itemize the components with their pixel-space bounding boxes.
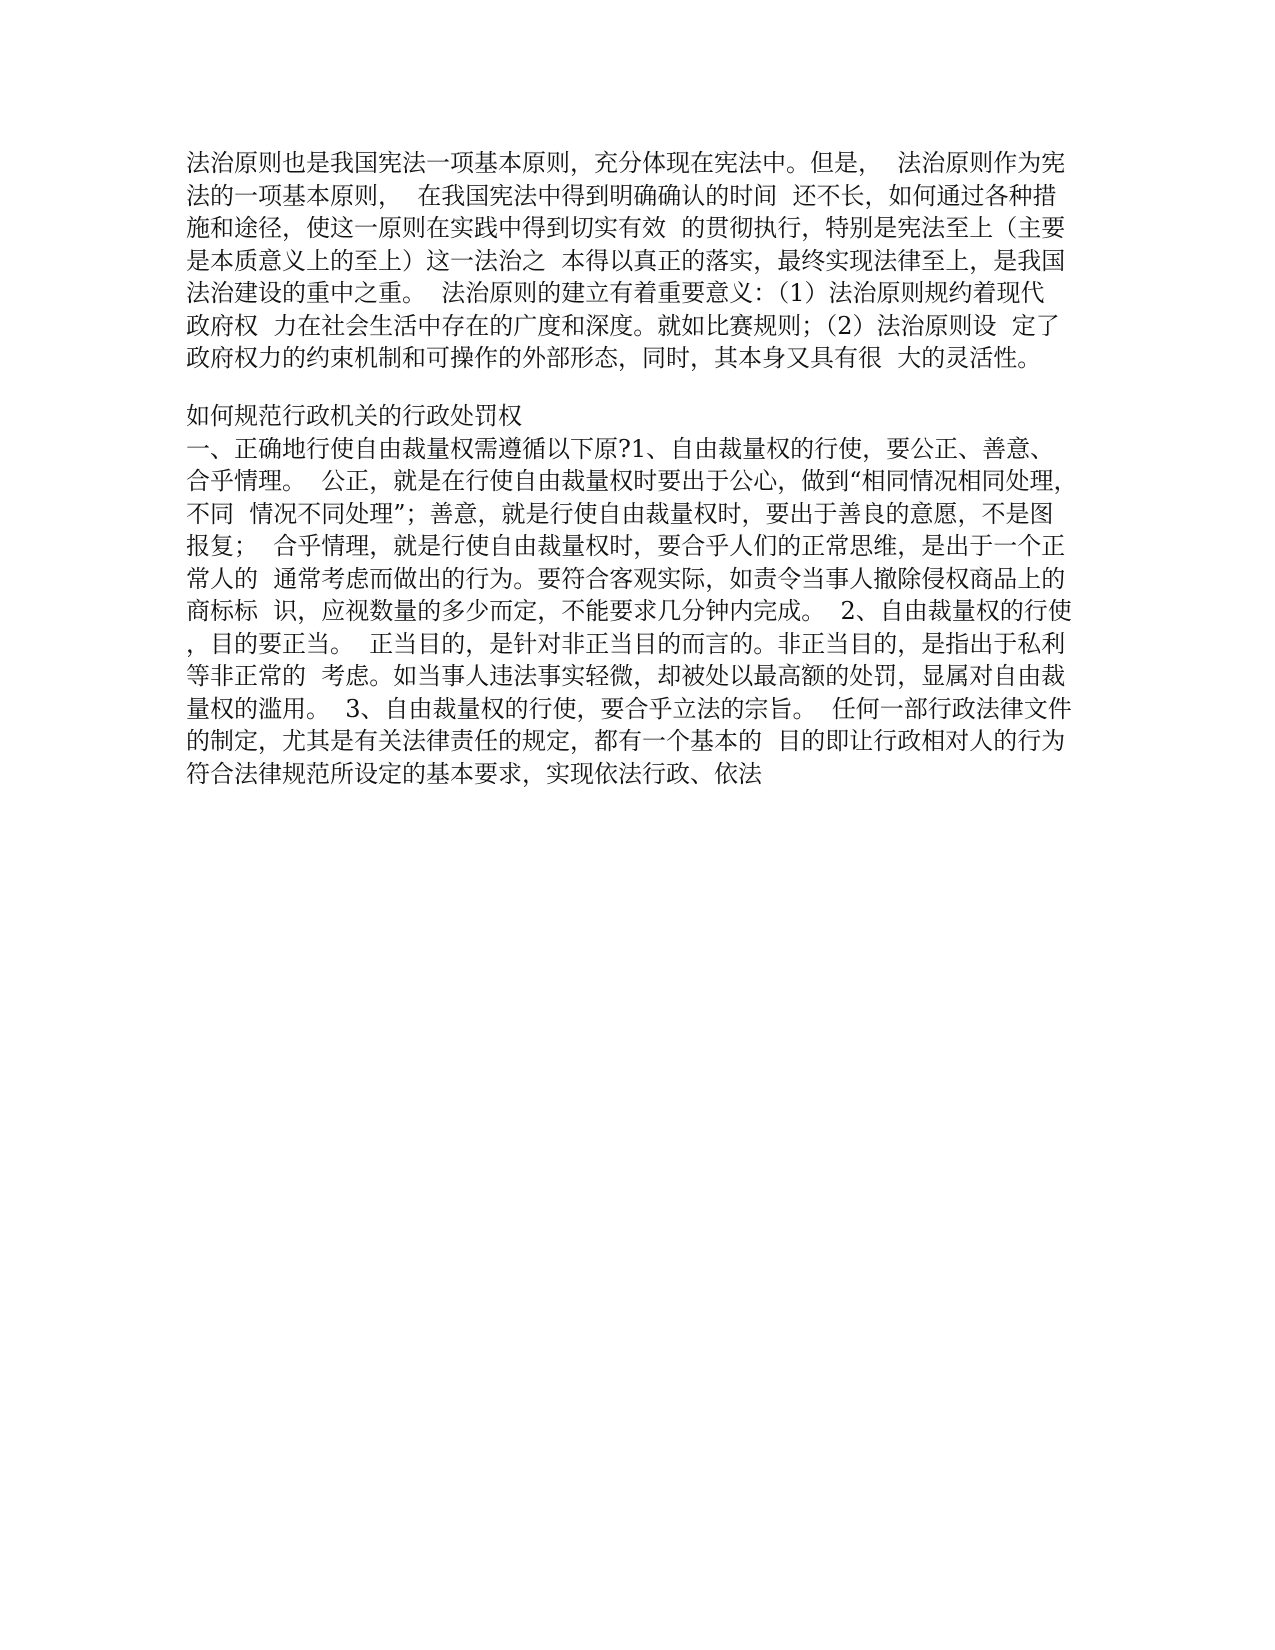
section-administrative-penalty: [186, 400, 1086, 790]
text-line: 常人的 通常考虑而做出的行为。要符合客观实际，如责令当事人撤除侵权商品上的: [186, 564, 1066, 593]
text-line: 政府权力的约束机制和可操作的外部形态，同时，其本身又具有很 大的灵活性。: [186, 344, 1042, 372]
section-heading: 如何规范行政机关的行政处罚权: [186, 402, 522, 430]
text-line: 合乎情理。 公正，就是在行使自由裁量权时要出于公心，做到“相同情况相同处理，: [186, 467, 1078, 495]
text-line: 符合法律规范所设定的基本要求，实现依法行政、依法: [186, 759, 762, 788]
text-line: 法治原则也是我国宪法一项基本原则，充分体现在宪法中。但是， 法治原则作为宪: [186, 149, 1066, 177]
text-line: 法的一项基本原则， 在我国宪法中得到明确确认的时间 还不长，如何通过各种措: [186, 181, 1057, 210]
text-line: ，目的要正当。 正当目的，是针对非正当目的而言的。非正当目的，是指出于私利: [186, 629, 1066, 658]
text-line: 是本质意义上的至上）这一法治之 本得以真正的落实，最终实现法律至上，是我国: [186, 246, 1066, 275]
text-line: 等非正常的 考虑。如当事人违法事实轻微，却被处以最高额的处罚，显属对自由裁: [186, 662, 1066, 690]
paragraph-rule-of-law: [186, 147, 1086, 375]
text-line: 法治建设的重中之重。 法治原则的建立有着重要意义：（1）法治原则规约着现代: [186, 279, 1045, 307]
text-line: 的制定，尤其是有关法律责任的规定，都有一个基本的 目的即让行政相对人的行为: [186, 727, 1066, 755]
text-line: 商标标 识，应视数量的多少而定，不能要求几分钟内完成。 2、自由裁量权的行使: [186, 597, 1072, 625]
text-line: 不同 情况不同处理”；善意，就是行使自由裁量权时，要出于善良的意愿，不是图: [186, 499, 1054, 528]
text-line: 报复； 合乎情理，就是行使自由裁量权时，要合乎人们的正常思维，是出于一个正: [186, 532, 1066, 560]
text-line: 政府权 力在社会生活中存在的广度和深度。就如比赛规则；（2）法治原则设 定了: [186, 311, 1060, 340]
text-line: 施和途径，使这一原则在实践中得到切实有效 的贯彻执行，特别是宪法至上（主要: [186, 214, 1066, 242]
text-line: 一、正确地行使自由裁量权需遵循以下原?1、自由裁量权的行使，要公正、善意、: [186, 434, 1055, 463]
text-line: 量权的滥用。 3、自由裁量权的行使，要合乎立法的宗旨。 任何一部行政法律文件: [186, 694, 1072, 723]
